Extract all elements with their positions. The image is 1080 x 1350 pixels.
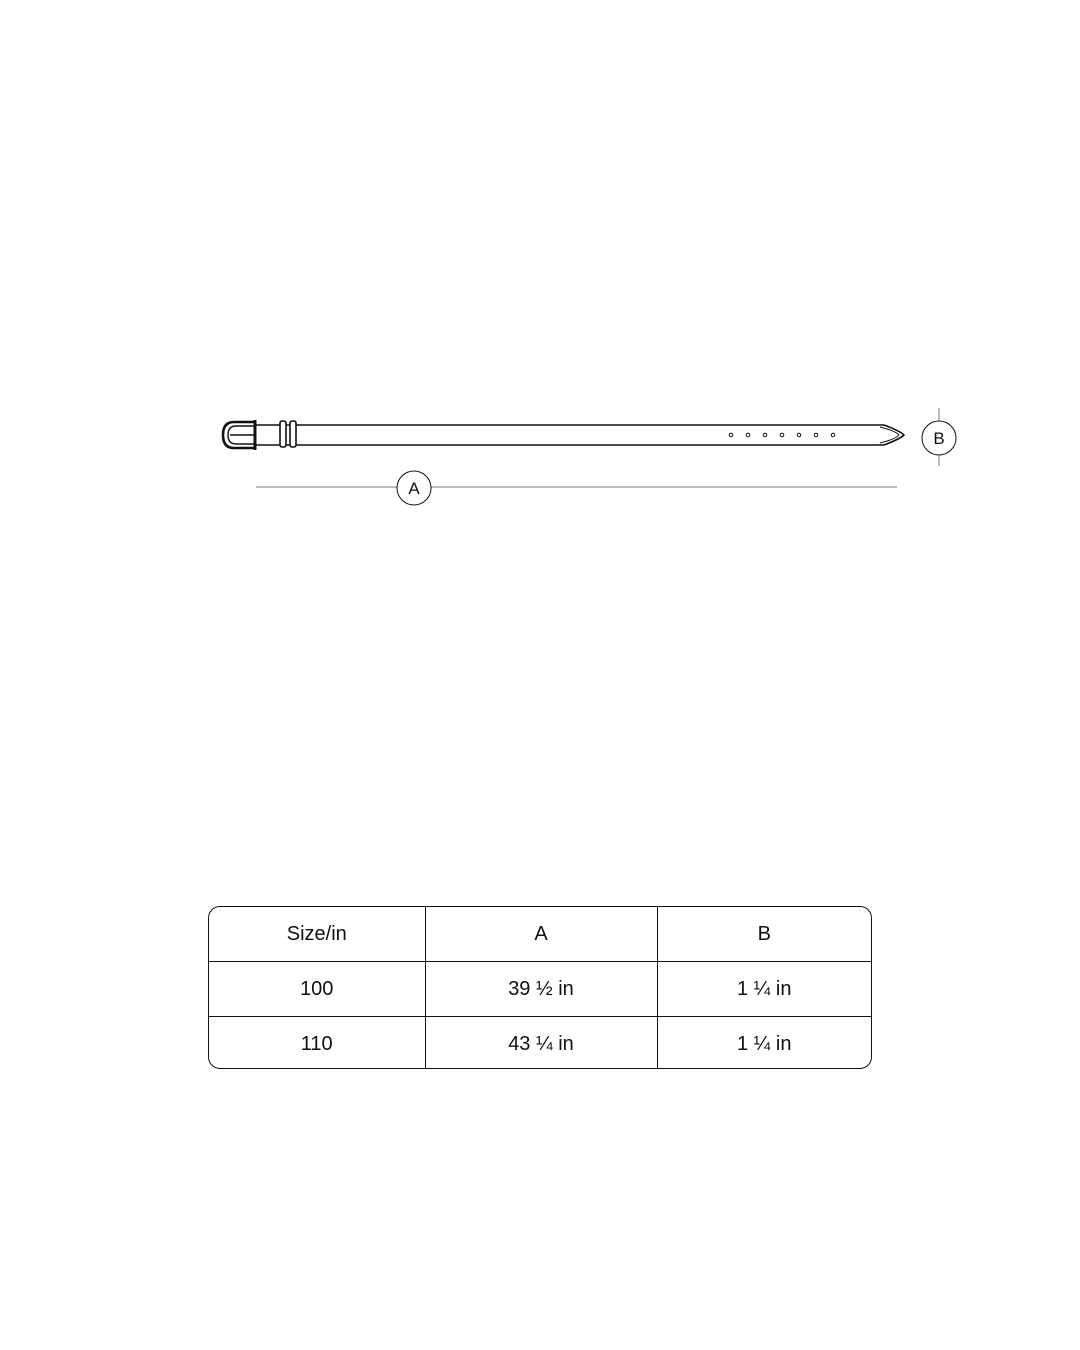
belt-keeper-2	[290, 421, 296, 447]
belt-strap	[296, 425, 904, 445]
belt-hole	[746, 433, 750, 437]
belt-diagram	[0, 0, 1080, 600]
table-row	[209, 962, 871, 1017]
belt-keeper-1	[280, 421, 286, 447]
column-header-b: B	[657, 907, 871, 962]
belt-hole	[814, 433, 818, 437]
marker-b-label: B	[933, 429, 945, 448]
table-row	[209, 1017, 871, 1070]
cell-size: 100	[209, 962, 425, 1017]
belt-hole	[831, 433, 835, 437]
cell-a: 43 ¼ in	[425, 1017, 657, 1070]
belt-hole	[763, 433, 767, 437]
cell-size: 110	[209, 1017, 425, 1070]
belt-hole	[729, 433, 733, 437]
cell-b: 1 ¼ in	[737, 1032, 792, 1055]
table-header-row	[209, 907, 871, 962]
cell-a: 39 ½ in	[425, 962, 657, 1017]
marker-a-label: A	[408, 479, 420, 498]
size-chart-table	[208, 906, 872, 1069]
column-header-size: Size/in	[209, 907, 425, 962]
cell-b: 1 ¼ in	[657, 962, 871, 1017]
belt-hole	[797, 433, 801, 437]
belt-hole	[780, 433, 784, 437]
column-header-a: A	[425, 907, 657, 962]
